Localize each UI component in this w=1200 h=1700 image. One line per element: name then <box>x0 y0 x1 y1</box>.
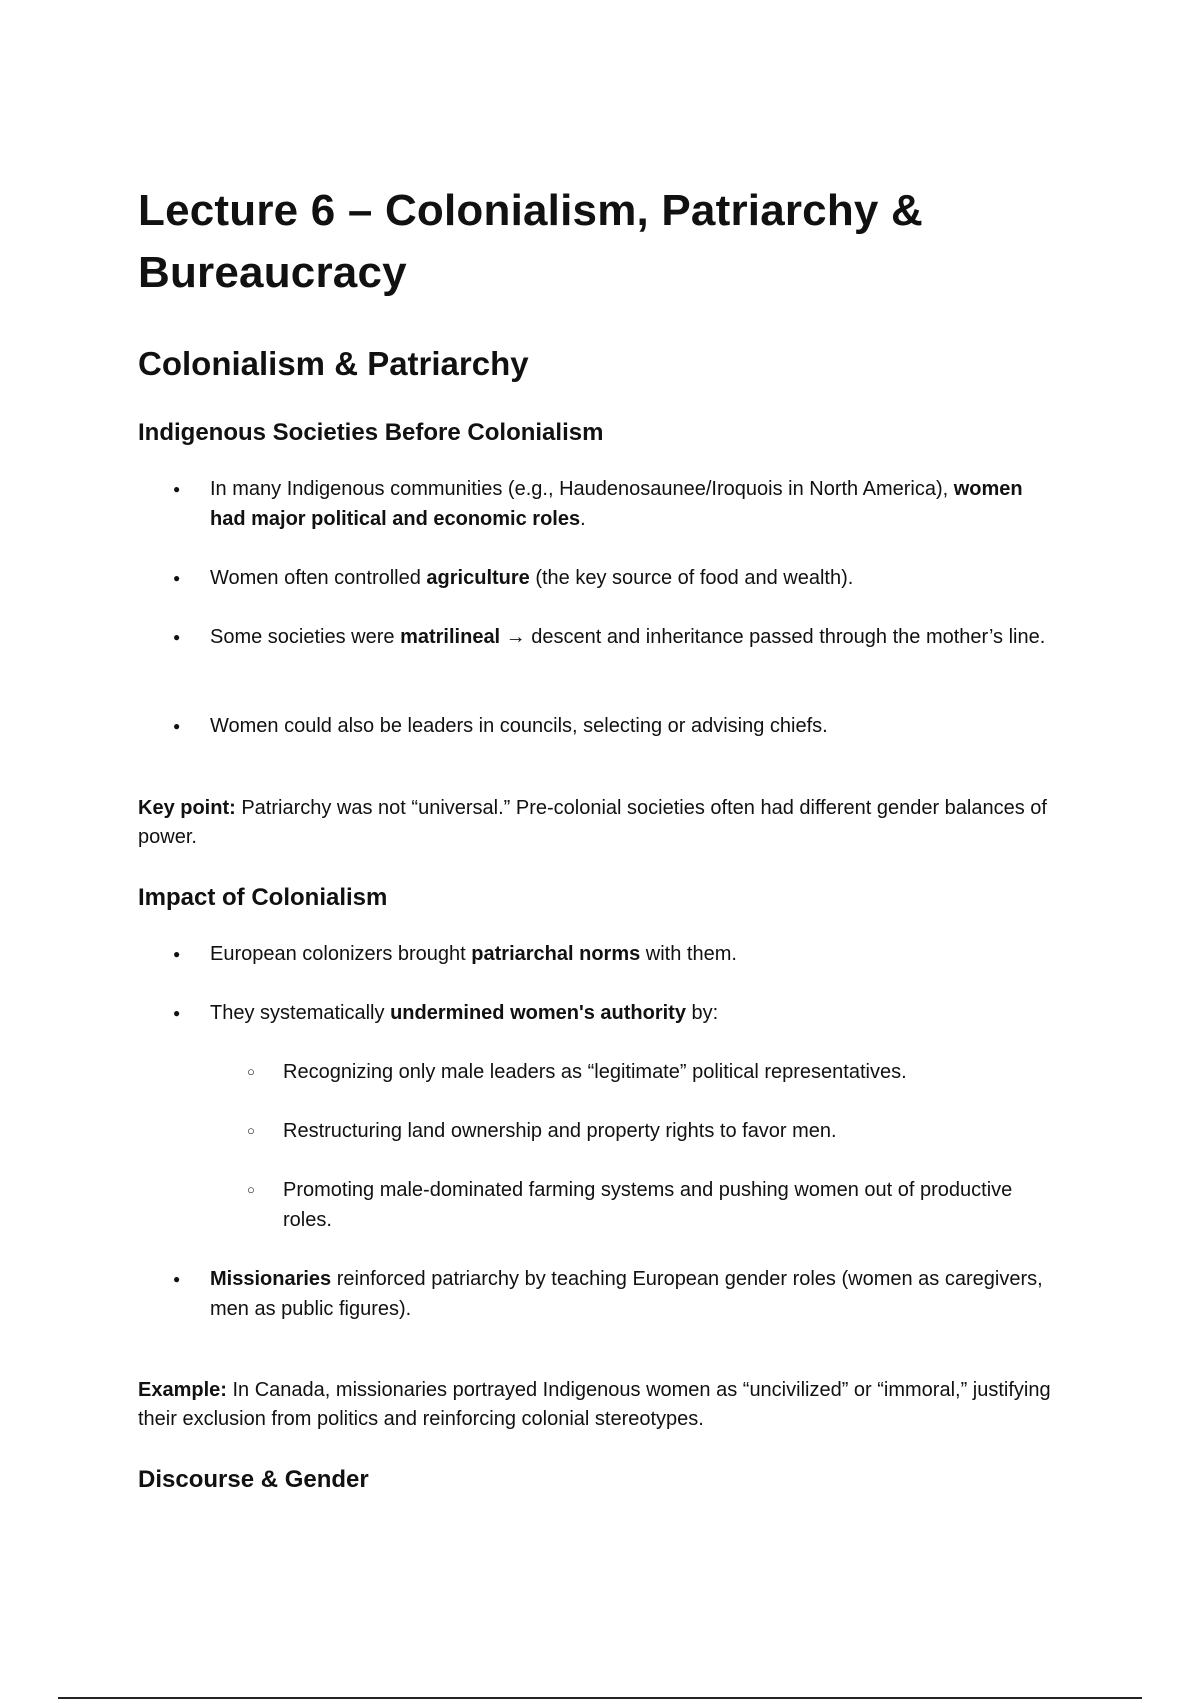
sub-list-item <box>283 1057 1063 1087</box>
sub-list-item <box>283 1116 1063 1146</box>
list-item <box>210 939 1050 969</box>
sub-bullet-text: Promoting male-dominated farming systems and pushing women out of productive roles. <box>283 1179 1013 1231</box>
bullet-bold-text: undermined women's authority <box>390 1002 686 1024</box>
list-item <box>210 711 1050 741</box>
list-item <box>210 998 1050 1028</box>
bullet-text: (the key source of food and wealth). <box>529 567 854 589</box>
bullet-text: → descent and inheritance passed through the mother’s line. <box>500 626 1046 648</box>
list-item <box>210 622 1050 652</box>
example-paragraph <box>138 1376 1068 1434</box>
bullet-text: reinforced patriarchy by teaching European gender roles (women as caregivers, men as public figures). <box>210 1268 1043 1320</box>
bullet-text: European colonizers brought <box>210 943 472 965</box>
sub-list-item <box>283 1175 1063 1235</box>
sub-bullet-text: Recognizing only male leaders as “legitimate” political representatives. <box>283 1061 907 1083</box>
bullet-text: Some societies were <box>210 626 401 648</box>
bullet-text: Women could also be leaders in councils, selecting or advising chiefs. <box>210 715 828 737</box>
subheading-discourse-gender: Discourse & Gender <box>138 1466 369 1493</box>
bullet-bold-text: matrilineal <box>400 626 501 648</box>
key-point-label: Key point: <box>138 797 236 819</box>
list-item <box>210 563 1050 593</box>
bullet-bold-text: patriarchal norms <box>471 943 641 965</box>
bullet-text: with them. <box>640 943 737 965</box>
bullet-text: Women often controlled <box>210 567 427 589</box>
bullet-text: by: <box>685 1002 719 1024</box>
bullet-bold-text: agriculture <box>426 567 530 589</box>
lecture-title: Lecture 6 – Colonialism, Patriarchy & Bureaucracy <box>138 186 924 297</box>
bullet-bold-text: women had major political and economic roles <box>210 478 1023 530</box>
bullet-bold-text: Missionaries <box>210 1268 332 1290</box>
section-heading-colonialism-patriarchy: Colonialism & Patriarchy <box>138 345 529 382</box>
subheading-impact-of-colonialism: Impact of Colonialism <box>138 884 388 911</box>
bullet-text: . <box>580 508 586 530</box>
bullet-text: They systematically <box>210 1002 391 1024</box>
subheading-indigenous-societies: Indigenous Societies Before Colonialism <box>138 419 604 446</box>
list-item <box>210 1264 1050 1324</box>
bullet-text: In many Indigenous communities (e.g., Haudenosaunee/Iroquois in North America), <box>210 478 954 500</box>
example-label: Example: <box>138 1379 227 1401</box>
page-bottom-rule <box>58 1697 1142 1699</box>
list-item <box>210 474 1050 534</box>
key-point-paragraph <box>138 794 1068 852</box>
key-point-text: Patriarchy was not “universal.” Pre-colonial societies often had different gender balances of power. <box>138 797 1047 848</box>
example-text: In Canada, missionaries portrayed Indigenous women as “uncivilized” or “immoral,” justifying their exclusion from politics and reinforcing colonial stereotypes. <box>138 1379 1051 1430</box>
sub-bullet-text: Restructuring land ownership and property rights to favor men. <box>283 1120 837 1142</box>
